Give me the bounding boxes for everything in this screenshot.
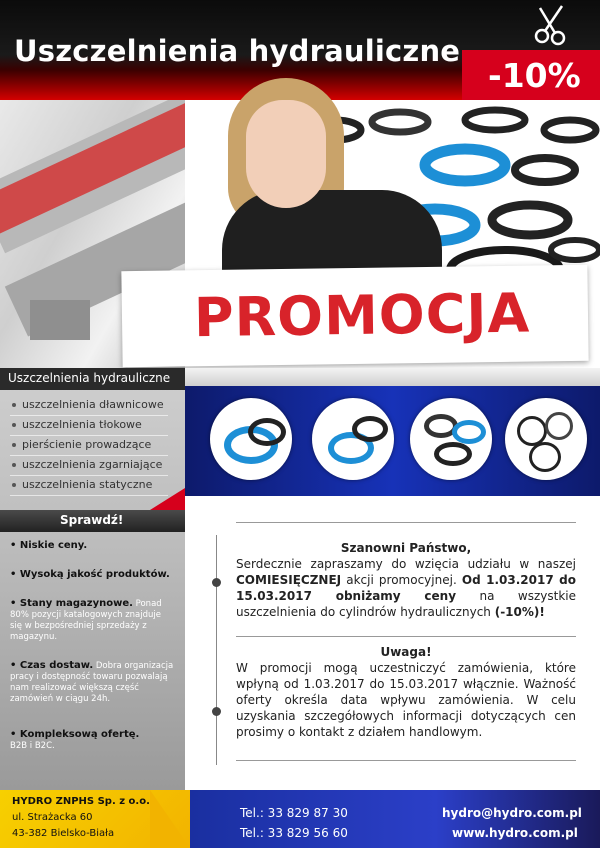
categories-list <box>0 396 185 496</box>
website-link[interactable]: www.hydro.com.pl <box>452 826 578 840</box>
notice-paragraph: W promocji mogą uczestniczyć zamówienia, które wpłyną od 1.03.2017 do 15.03.2017 włącznie. Ważność oferty określa data wpływu zamówienia. W celu uzyskania szczegółowych informacji dotyczących cen prosimy o kontakt z działem handlowym. <box>236 661 576 739</box>
seal-ring <box>248 418 286 446</box>
promo-sign <box>121 265 588 367</box>
product-circle <box>410 398 492 480</box>
feature-item: • Wysoką jakość produktów. <box>10 569 170 580</box>
feature-text: B2B i B2C. <box>10 741 55 751</box>
red-corner-accent <box>150 488 185 510</box>
seal-ring <box>434 442 472 466</box>
discount-label: -10% <box>488 56 581 95</box>
message-paragraph <box>236 556 576 620</box>
feature-title: Czas dostaw. <box>19 660 94 671</box>
divider <box>236 636 576 637</box>
discount-badge <box>462 50 600 100</box>
feature-item: • Kompleksową ofertę. B2B i B2C. <box>10 729 140 751</box>
company-street: ul. Strażacka 60 <box>12 812 93 823</box>
text-run: akcji promocyjnej. <box>341 573 462 587</box>
page-title: Uszczelnienia hydrauliczne <box>14 34 461 68</box>
phone-1: Tel.: 33 829 87 30 <box>240 806 348 820</box>
feature-title: Wysoką jakość produktów. <box>19 569 170 580</box>
seal-ring <box>352 416 388 442</box>
company-city: 43-382 Bielsko-Biała <box>12 828 115 839</box>
feature-text: Ponad 80% pozycji katalogowych znajduje się w bezpośredniej sprzedaży z magazynu. <box>10 599 162 642</box>
seal-ring <box>452 420 486 444</box>
seal-ring <box>529 442 561 472</box>
feature-item: • Niskie ceny. <box>10 540 88 551</box>
notice-message <box>236 644 576 740</box>
category-item <box>10 396 168 416</box>
promo-message <box>236 540 576 620</box>
category-label: pierścienie prowadzące <box>22 438 152 451</box>
feature-title: Kompleksową ofertę. <box>19 729 140 740</box>
category-item <box>10 456 168 476</box>
categories-heading <box>0 368 185 390</box>
feature-text: Dobra organizacja pracy i dostępność towaru pozwalają nam realizować większą część zamówień w ciągu 24h. <box>10 661 174 704</box>
feature-title: Niskie ceny. <box>19 540 88 551</box>
footer-diagonal <box>150 790 190 848</box>
feature-title: Stany magazynowe. <box>19 598 133 609</box>
model-face <box>246 100 326 208</box>
category-item <box>10 476 168 496</box>
greeting: Szanowni Państwo, <box>340 541 472 555</box>
bullet-icon <box>12 443 16 447</box>
text-run-bold: Od 1.03.2017 do 15.03.2017 obniżamy ceny <box>236 573 577 603</box>
bullet-icon <box>12 463 16 467</box>
timeline-line <box>216 535 217 765</box>
bullet-icon <box>12 483 16 487</box>
feature-item: • Stany magazynowe. Ponad 80% pozycji katalogowych znajduje się w bezpośredniej sprzedaży z magazynu. <box>10 598 162 642</box>
email-link[interactable]: hydro@hydro.com.pl <box>442 806 582 820</box>
band-separator <box>185 368 600 386</box>
product-circle <box>312 398 394 480</box>
check-heading <box>0 510 185 532</box>
timeline-dot <box>212 707 221 716</box>
scissors-icon <box>532 2 570 46</box>
notice-title: Uwaga! <box>380 645 432 659</box>
company-name: HYDRO ZNPHS Sp. z o.o. <box>12 796 150 807</box>
category-label: uszczelnienia dławnicowe <box>22 398 164 411</box>
text-run-bold: (-10%)! <box>494 605 545 619</box>
phone-2: Tel.: 33 829 56 60 <box>240 826 348 840</box>
timeline-dot <box>212 578 221 587</box>
category-label: uszczelnienia tłokowe <box>22 418 142 431</box>
bullet-icon <box>12 403 16 407</box>
divider <box>236 522 576 523</box>
product-circle <box>505 398 587 480</box>
text-run: na wszystkie uszczelnienia do cylindrów hydraulicznych <box>236 589 576 619</box>
text-run-bold: COMIESIĘCZNEJ <box>236 573 342 587</box>
category-label: uszczelnienia zgarniające <box>22 458 163 471</box>
categories-heading-label: Uszczelnienia hydrauliczne <box>8 371 171 385</box>
category-item <box>10 416 168 436</box>
product-circle <box>210 398 292 480</box>
divider <box>236 760 576 761</box>
promo-label: PROMOCJA <box>193 281 531 350</box>
bullet-icon <box>12 423 16 427</box>
seal-ring <box>545 412 573 440</box>
check-heading-label: Sprawdź! <box>60 513 124 527</box>
category-item <box>10 436 168 456</box>
text-run: Serdecznie zapraszamy do wzięcia udziału w naszej <box>236 557 576 571</box>
category-label: uszczelnienia statyczne <box>22 478 153 491</box>
feature-item: • Czas dostaw. Dobra organizacja pracy i dostępność towaru pozwalają nam realizować większą część zamówień w ciągu 24h. <box>10 660 174 704</box>
